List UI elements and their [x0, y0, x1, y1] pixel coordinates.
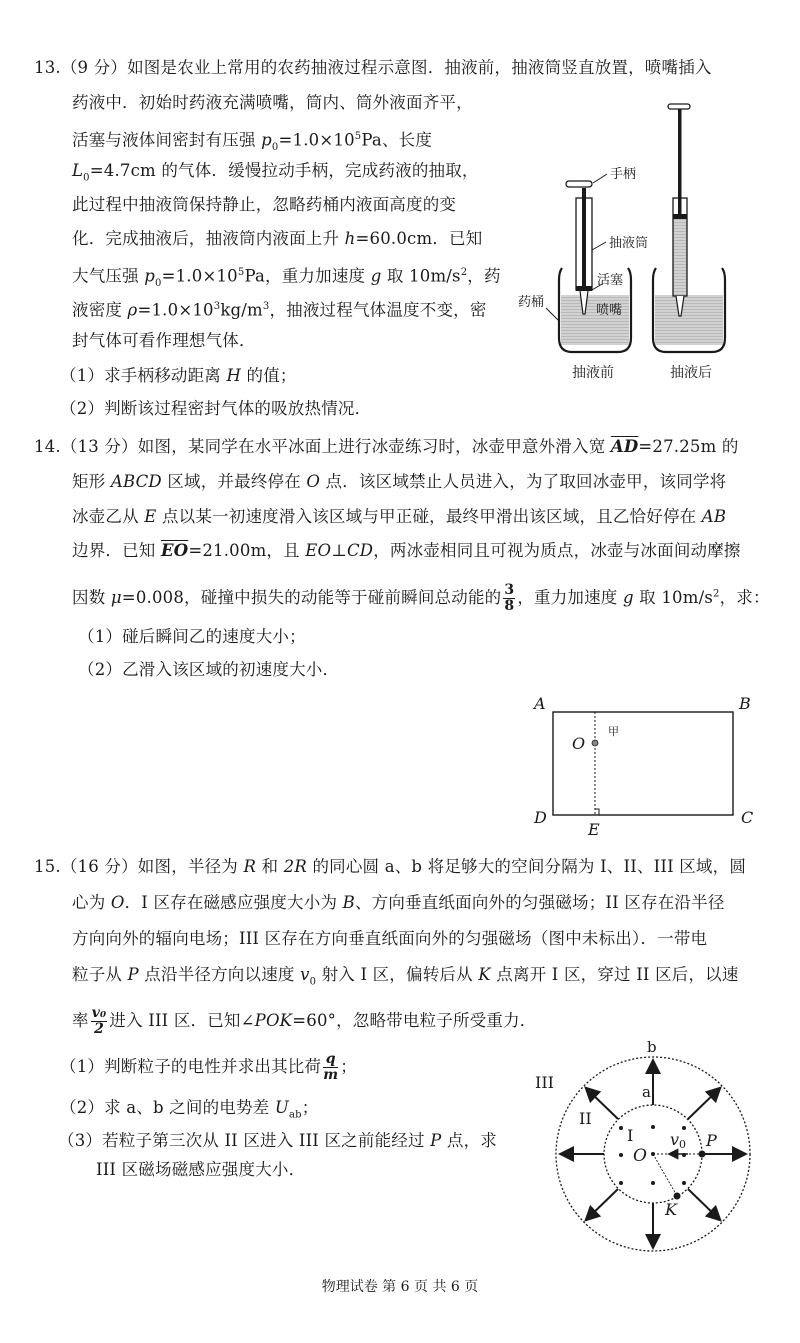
var-g: g [370, 266, 382, 286]
text: 的同心圆 a、b 将足够大的空间分隔为 I、II、III 区域，圆 [307, 857, 747, 876]
text: ，两冰壶相同且可视为质点，冰壶与冰面间动摩擦 [373, 541, 741, 560]
text: （2）求 a、b 之间的电势差 [60, 1098, 275, 1117]
sub: 0 [83, 172, 90, 184]
label-jia: 甲 [608, 725, 619, 738]
label-III: III [535, 1073, 554, 1092]
text: 区域，并最终停在 [161, 472, 307, 491]
fraction-q-over-m [323, 1052, 338, 1083]
text: ； [301, 1098, 319, 1117]
text: 率 [72, 1011, 89, 1030]
q15-sub1 [60, 1052, 357, 1083]
label-a: a [642, 1083, 651, 1101]
sub: 0 [309, 976, 317, 988]
var-v: v [300, 965, 310, 984]
text: （1）求手柄移动距离 [60, 366, 227, 385]
sup: 2 [713, 588, 720, 600]
text: =60.0cm．已知 [355, 229, 483, 248]
arrow-down-left [587, 1189, 618, 1219]
caption-before: 抽液前 [572, 365, 614, 381]
handle [668, 104, 690, 109]
q13-line8 [72, 297, 487, 321]
q13-number: 13. [34, 58, 61, 77]
fraction-v0-over-2 [91, 1006, 108, 1037]
q13-line3 [72, 127, 432, 158]
q14-sub2: （2）乙滑入该区域的初速度大小． [78, 660, 340, 679]
label-A: A [534, 694, 546, 713]
text: =0.008，碰撞中损失的动能等于碰前瞬间总动能的 [121, 588, 502, 607]
q13-sub2: （2）判断该过程密封气体的吸放热情况． [60, 399, 372, 418]
q15-line5 [72, 1006, 537, 1037]
var-POK: POK [254, 1011, 293, 1030]
text: Pa、长度 [361, 130, 433, 150]
text: 大气压强 [72, 266, 145, 286]
segment-EO: $\overline{EO}$ [160, 541, 189, 560]
sup: 5 [354, 131, 362, 142]
text: 液密度 [72, 300, 128, 320]
text: ，求： [719, 588, 770, 607]
q15-line3: 方向向外的辐向电场；III 区存在方向垂直纸面向外的匀强磁场（图中未标出）．一带电 [72, 929, 708, 948]
text: ，重力加速度 [517, 588, 623, 607]
text: 点，求 [441, 1131, 497, 1150]
text: =1.0×10 [137, 300, 214, 320]
text: kg/m [220, 300, 263, 320]
q14-sub1: （1）碰后瞬间乙的速度大小； [78, 627, 306, 646]
arrow-up-left [587, 1089, 618, 1119]
var-U: U [274, 1098, 289, 1117]
label-II: II [579, 1109, 592, 1128]
text: ，药 [467, 266, 501, 286]
fraction-3-8 [503, 583, 515, 614]
label-E: E [588, 820, 600, 839]
var-E: E [144, 507, 157, 526]
q13-line4 [72, 161, 479, 188]
text: 矩形 [72, 472, 111, 491]
text: Pa，重力加速度 [244, 266, 371, 286]
rectangle-ABCD [553, 712, 733, 815]
label-I: I [627, 1126, 634, 1145]
dashed-OK [653, 1154, 677, 1196]
text: 如图，半径为 [137, 857, 244, 876]
q13-line7 [72, 263, 501, 294]
sup: 2 [460, 267, 468, 278]
v: v [670, 1130, 680, 1149]
sub: ab [288, 1109, 302, 1121]
right-angle-mark [595, 809, 599, 815]
var-2R: 2R [283, 857, 307, 876]
text: （3）若粒子第三次从 II 区进入 III 区之前能经过 [58, 1131, 431, 1150]
q13-sub1 [60, 366, 297, 386]
q14-line2 [72, 472, 726, 492]
sub: 0 [271, 141, 279, 153]
q13-line6 [72, 229, 482, 249]
label-P: P [706, 1131, 717, 1150]
text: 点．该区域禁止人员进入，为了取回冰壶甲，该同学将 [320, 472, 727, 491]
text: =1.0×10 [161, 266, 238, 286]
q13-text: 如图是农业上常用的农药抽液过程示意图．抽液前，抽液筒竖直放置，喷嘴插入 [127, 58, 712, 77]
q13-line1 [34, 58, 712, 78]
text: 取 10m/s [381, 266, 461, 286]
var-mu: μ [110, 588, 122, 607]
text: 和 [256, 857, 284, 876]
syringe-after [668, 104, 690, 316]
q14-line4 [72, 541, 741, 561]
text: ； [340, 1057, 357, 1076]
label-B: B [739, 694, 751, 713]
q14-line3 [72, 507, 726, 527]
denominator: 8 [504, 598, 515, 614]
q15-figure [520, 1030, 780, 1280]
var-AB: AB [701, 507, 727, 526]
label-piston: 活塞 [597, 273, 624, 288]
q15-line2 [72, 893, 725, 913]
curling-stone-jia [592, 740, 598, 746]
var-p: p [261, 130, 272, 150]
sub-0: 0 [679, 1138, 687, 1151]
var-O: O [110, 893, 125, 912]
q15-score: （16 分） [60, 857, 138, 876]
text: =1.0×10 [278, 130, 355, 150]
label-tube: 抽液筒 [609, 236, 649, 251]
text: =60°，忽略带电粒子所受重力． [292, 1011, 537, 1030]
q15-sub2 [60, 1098, 318, 1125]
text: （1）判断粒子的电性并求出其比荷 [60, 1057, 322, 1076]
text: =21.00m，且 [188, 541, 306, 560]
numerator: 3 [504, 582, 515, 598]
var-H: H [226, 366, 242, 385]
var-L: L [72, 161, 84, 180]
sub: 0 [155, 277, 162, 289]
q14-line5 [72, 583, 770, 614]
syringe-before [566, 181, 592, 314]
label-D: D [534, 808, 547, 827]
label-v0 [670, 1130, 686, 1151]
q13-line5: 此过程中抽液筒保持静止，忽略药桶内液面高度的变 [72, 195, 457, 214]
text: =4.7cm 的气体．缓慢拉动手柄，完成药液的抽取， [89, 161, 479, 180]
var-g: g [622, 588, 634, 607]
piston [673, 214, 687, 219]
q15-sub3-cont: III 区磁场磁感应强度大小． [96, 1160, 306, 1179]
q14-line1 [34, 437, 739, 457]
q14-number: 14. [34, 437, 61, 456]
arrow-down-right [688, 1189, 719, 1219]
label-handle: 手柄 [610, 167, 637, 182]
var-EO-perp-CD: EO⊥CD [305, 541, 374, 560]
q14-score: （13 分） [60, 437, 138, 456]
tube-liquid [673, 218, 687, 296]
arrow-up-right [688, 1089, 719, 1119]
text: 如图，某同学在水平冰面上进行冰壶练习时，冰壶甲意外滑入宽 [137, 437, 611, 456]
text: 因数 [72, 588, 111, 607]
sup: 5 [237, 267, 245, 278]
text: 点以某一初速度滑入该区域与甲正碰，最终甲滑出该区域，且乙恰好停在 [156, 507, 702, 526]
point-K [674, 1193, 681, 1200]
caption-after: 抽液后 [670, 365, 712, 381]
var-P: P [127, 965, 139, 984]
text: 化．完成抽液后，抽液筒内液面上升 [72, 229, 345, 248]
denominator: 2 [94, 1021, 105, 1037]
sup: 3 [213, 301, 221, 312]
segment-AD: $\overline{AD}$ [610, 437, 639, 456]
page-footer: 物理试卷 第 6 页 共 6 页 [321, 1279, 479, 1295]
var-R: R [243, 857, 257, 876]
numerator: q [323, 1052, 338, 1068]
q13-score: （9 分） [60, 58, 128, 77]
text: =27.25m 的 [638, 437, 739, 456]
var-rho: ρ [127, 300, 138, 320]
var-K: K [478, 965, 491, 984]
label-O: O [572, 734, 586, 753]
label-C: C [741, 808, 754, 827]
q13-line9: 封气体可看作理想气体． [72, 331, 256, 350]
var-O: O [306, 472, 321, 491]
label-K: K [665, 1200, 677, 1219]
q13-figure [510, 90, 770, 410]
var-ABCD: ABCD [110, 472, 162, 491]
q15-sub3 [58, 1131, 497, 1151]
var-P: P [430, 1131, 442, 1150]
handle [566, 181, 592, 187]
text: 的值； [241, 366, 297, 385]
denominator: m [323, 1067, 339, 1083]
label-O: O [633, 1146, 647, 1166]
bucket-after [653, 268, 725, 352]
q15-line4 [72, 965, 739, 992]
numerator: v₀ [91, 1005, 107, 1021]
text: 、方向垂直纸面向外的匀强磁场；II 区存在沿半径 [354, 893, 725, 912]
sup: 3 [262, 301, 270, 312]
text: 射入 I 区，偏转后从 [316, 965, 479, 984]
text: 点离开 I 区，穿过 II 区后，以速 [490, 965, 739, 984]
label-nozzle: 喷嘴 [596, 303, 623, 318]
q15-number: 15. [34, 857, 61, 876]
label-b: b [647, 1038, 657, 1056]
q14-figure [520, 690, 770, 840]
text: 心为 [72, 893, 111, 912]
point-P [699, 1151, 706, 1158]
text: 取 10m/s [633, 588, 713, 607]
text: 边界．已知 [72, 541, 161, 560]
var-B: B [342, 893, 355, 912]
q15-line1 [34, 857, 746, 877]
text: 活塞与液体间密封有压强 [72, 130, 262, 150]
text: 进入 III 区．已知∠ [109, 1011, 255, 1030]
text: ．I 区存在磁感应强度大小为 [124, 893, 343, 912]
text: 点沿半径方向以速度 [138, 965, 301, 984]
text: ，抽液过程气体温度不变，密 [269, 300, 487, 320]
var-h: h [344, 229, 356, 248]
rod [582, 188, 586, 288]
piston [576, 286, 592, 291]
text: 粒子从 [72, 965, 128, 984]
var-p: p [144, 266, 156, 286]
text: 冰壶乙从 [72, 507, 145, 526]
liquid [655, 295, 723, 345]
label-bucket: 药桶 [518, 295, 545, 310]
q13-line2: 药液中．初始时药液充满喷嘴，筒内、筒外液面齐平， [72, 93, 473, 112]
rod [678, 108, 682, 216]
